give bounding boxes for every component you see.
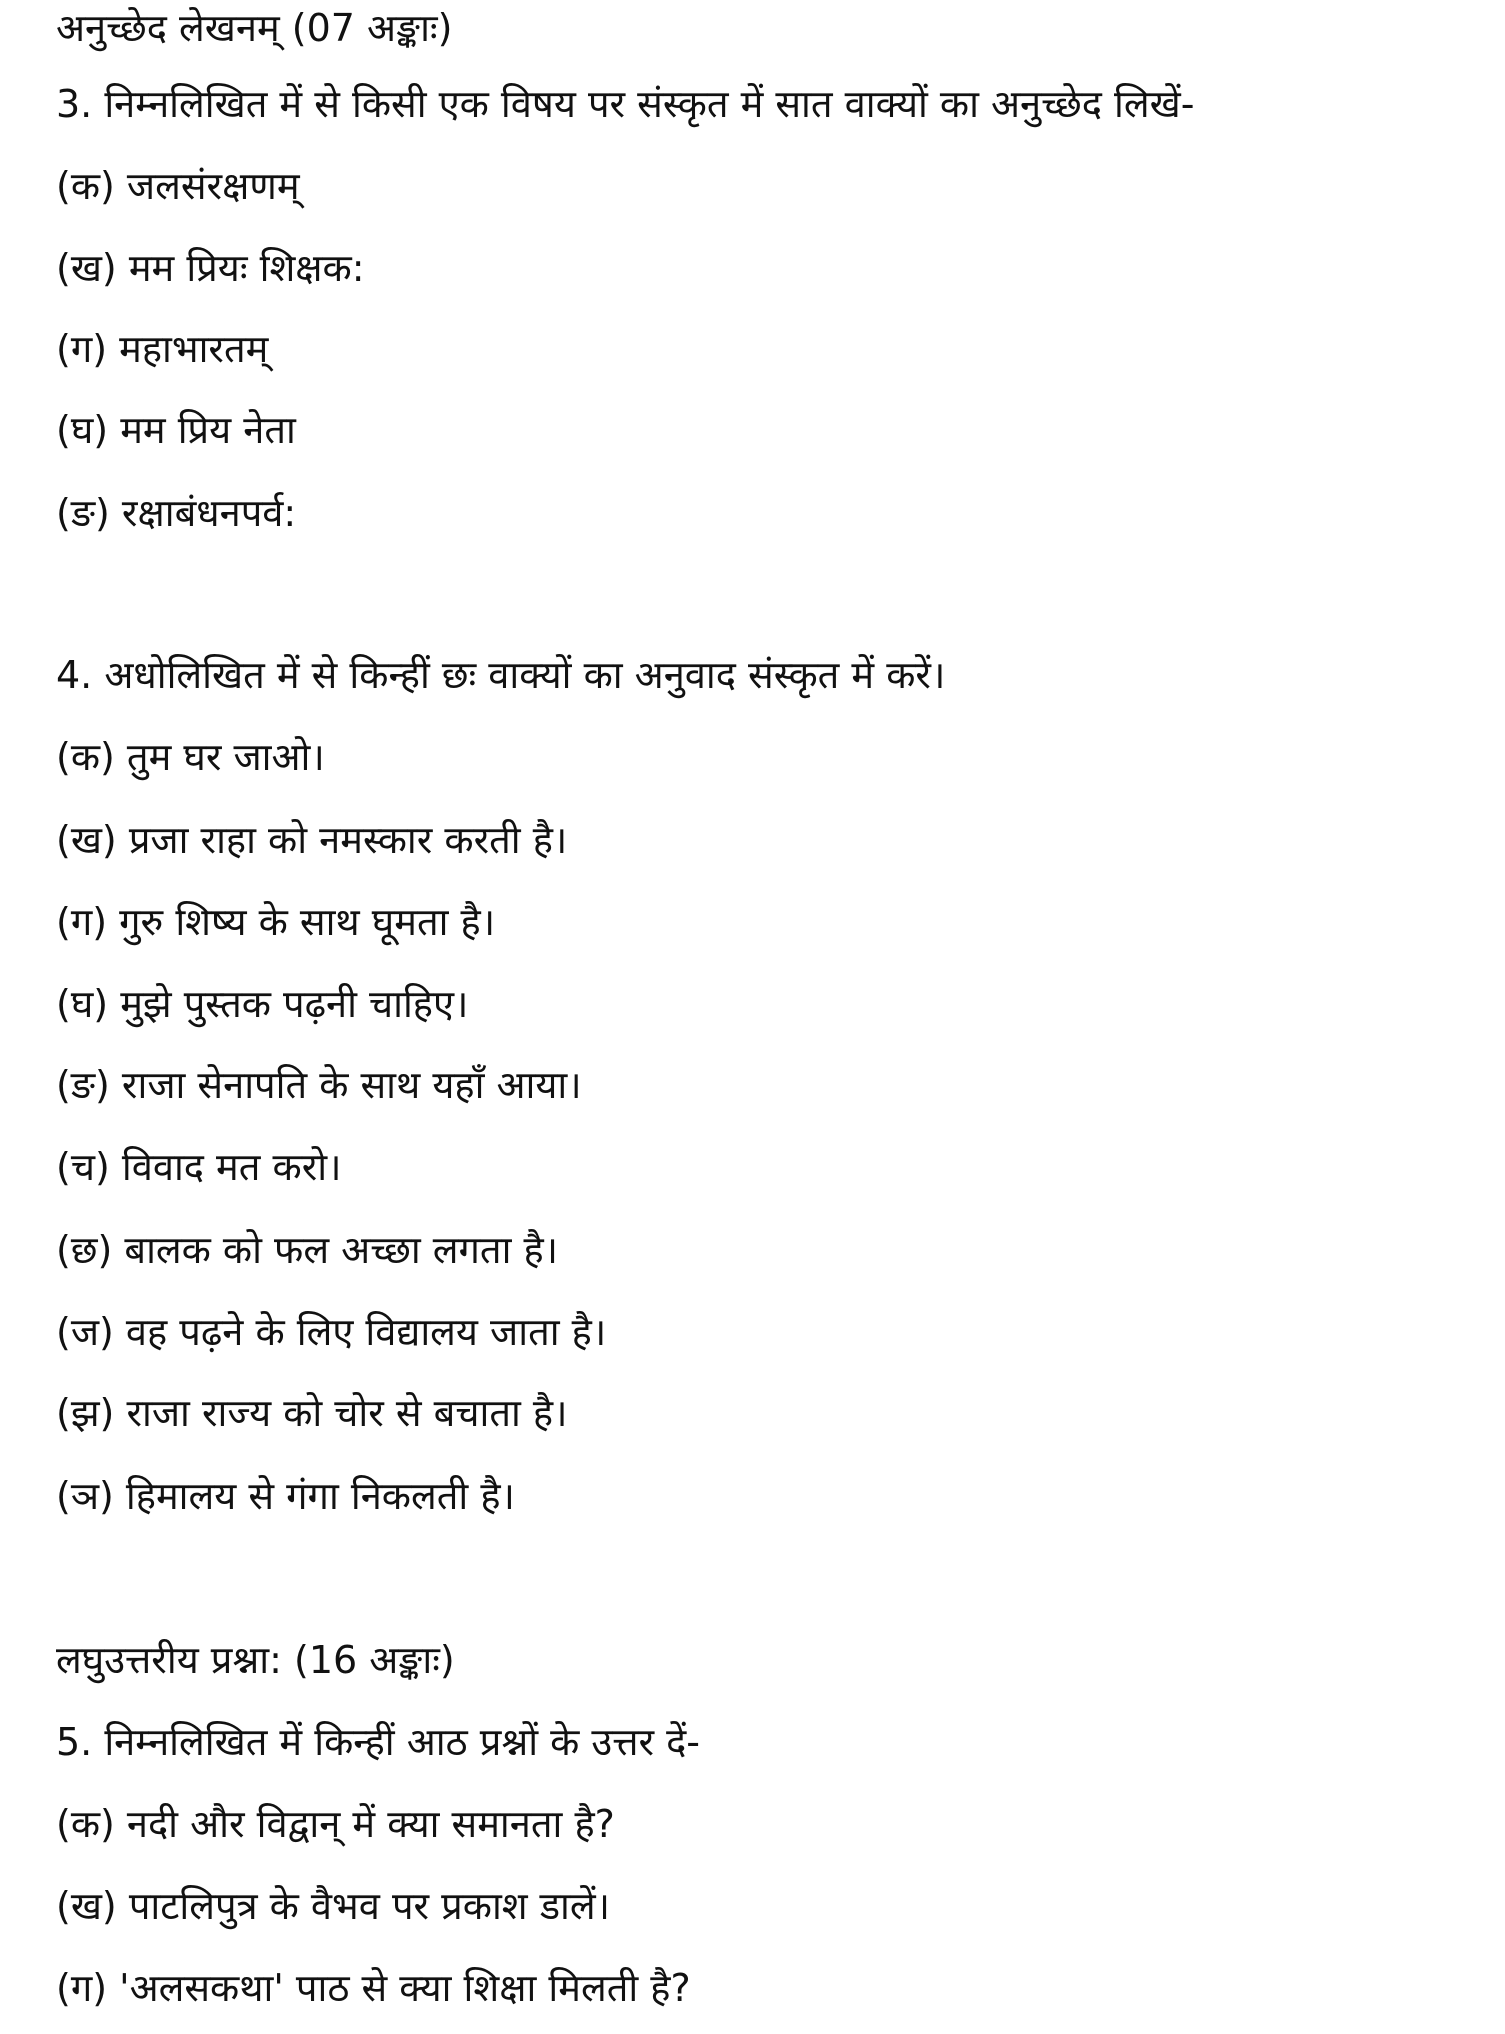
section-heading: लघुउत्तरीय प्रश्ना: (16 अङ्काः) bbox=[56, 1638, 455, 1682]
option-item: (ञ) हिमालय से गंगा निकलती है। bbox=[56, 1474, 515, 1518]
option-item: (ङ) राजा सेनापति के साथ यहाँ आया। bbox=[56, 1063, 582, 1107]
section-heading: अनुच्छेद लेखनम् (07 अङ्काः) bbox=[56, 6, 453, 50]
option-item: (ग) गुरु शिष्य के साथ घूमता है। bbox=[56, 900, 496, 944]
option-item: (क) नदी और विद्वान् में क्या समानता है? bbox=[56, 1802, 615, 1846]
option-item: (ख) प्रजा राहा को नमस्कार करती है। bbox=[56, 818, 568, 862]
option-item: (झ) राजा राज्य को चोर से बचाता है। bbox=[56, 1391, 568, 1435]
question-4: 4. अधोलिखित में से किन्हीं छः वाक्यों का अनुवाद संस्कृत में करें। bbox=[56, 653, 946, 697]
option-item: (ग) महाभारतम् bbox=[56, 327, 269, 371]
option-item: (क) तुम घर जाओ। bbox=[56, 735, 325, 779]
option-item: (ज) वह पढ़ने के लिए विद्यालय जाता है। bbox=[56, 1310, 607, 1354]
option-item: (घ) मम प्रिय नेता bbox=[56, 408, 296, 452]
question-5: 5. निम्नलिखित में किन्हीं आठ प्रश्नों के उत्तर दें- bbox=[56, 1720, 700, 1764]
question-3: 3. निम्नलिखित में से किसी एक विषय पर संस्कृत में सात वाक्यों का अनुच्छेद लिखें- bbox=[56, 82, 1195, 126]
option-item: (ख) मम प्रियः शिक्षक: bbox=[56, 246, 365, 290]
option-item: (ख) पाटलिपुत्र के वैभव पर प्रकाश डालें। bbox=[56, 1884, 611, 1928]
option-item: (घ) मुझे पुस्तक पढ़नी चाहिए। bbox=[56, 982, 469, 1026]
option-item: (च) विवाद मत करो। bbox=[56, 1145, 342, 1189]
option-item: (छ) बालक को फल अच्छा लगता है। bbox=[56, 1228, 559, 1272]
option-item: (क) जलसंरक्षणम् bbox=[56, 164, 300, 208]
option-item: (ङ) रक्षाबंधनपर्व: bbox=[56, 491, 297, 535]
option-item: (ग) 'अलसकथा' पाठ से क्या शिक्षा मिलती है? bbox=[56, 1966, 691, 2010]
